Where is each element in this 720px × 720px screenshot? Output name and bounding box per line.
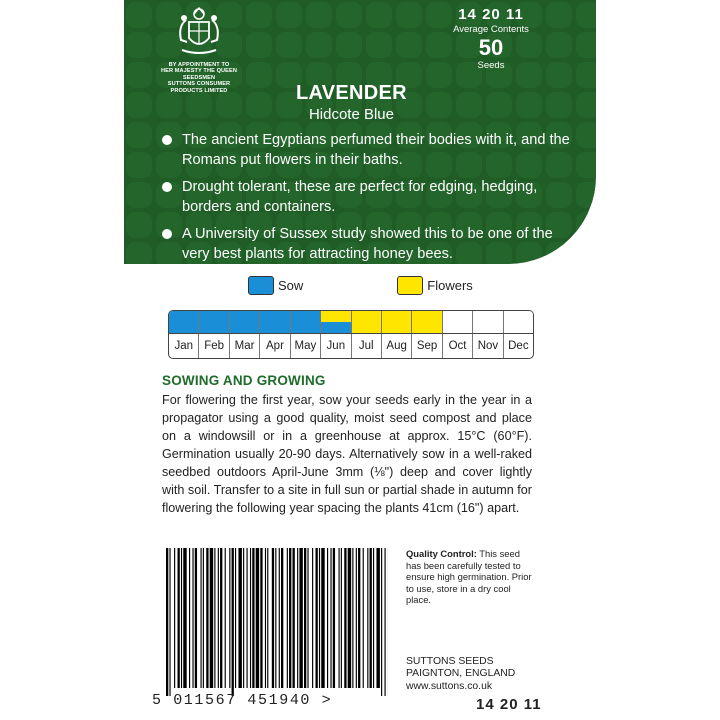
calendar-month-jun: Jun: [321, 334, 351, 358]
seed-count: 50: [478, 35, 504, 60]
barcode-bar: [214, 548, 215, 688]
legend-sow-label: Sow: [278, 278, 304, 293]
legend-flowers-label: Flowers: [427, 278, 473, 293]
barcode-bar: [352, 548, 353, 688]
barcode-bar: [376, 548, 379, 688]
calendar-cell-jul: [352, 311, 382, 333]
barcode-bar: [287, 548, 288, 688]
barcode-bar: [381, 548, 382, 696]
calendar-month-labels: [169, 334, 533, 358]
barcode-bar: [201, 548, 202, 688]
barcode-bar: [243, 548, 244, 688]
barcode-bar: [218, 548, 219, 688]
qc-text: This seed has been carefully tested to ensure high germination. Prior to use, store in a dry cool place.: [406, 548, 532, 605]
calendar-month-dec: Dec: [508, 340, 529, 352]
sowing-calendar: [168, 310, 534, 359]
barcode-bar: [235, 548, 236, 688]
barcode-bar: [178, 548, 180, 688]
calendar-cell-jan: [169, 311, 199, 333]
barcode-bar: [304, 548, 306, 688]
royal-text-line: BY APPOINTMENT TO: [168, 62, 230, 68]
average-contents-label: Average Contents: [453, 24, 529, 35]
barcode-bar: [385, 548, 386, 696]
feature-text: Drought tolerant, these are perfect for edging, hedging, borders and containers.: [182, 179, 538, 215]
barcode-bar: [281, 548, 283, 688]
barcode-bar: [181, 548, 182, 688]
barcode-bar: [229, 548, 230, 688]
calendar-cell-feb: [199, 311, 229, 333]
feature-list: [162, 130, 582, 264]
royal-text-line: HER MAJESTY THE QUEEN: [161, 68, 237, 75]
barcode-bar: [247, 548, 248, 688]
calendar-cell-aug: [382, 311, 412, 333]
barcode-bar: [260, 548, 262, 688]
barcode: [166, 548, 388, 696]
barcode-bar: [275, 548, 276, 688]
calendar-cell-may: [291, 311, 321, 333]
barcode-bar: [267, 548, 268, 688]
barcode-bar: [341, 548, 342, 688]
barcode-bar: [220, 548, 222, 688]
header-panel: [124, 0, 596, 264]
barcode-bar: [206, 548, 208, 688]
calendar-cell-jun: [321, 311, 351, 333]
feature-text: A University of Sussex study showed this to be one of the very best plants for attracting honey bees.: [182, 226, 553, 262]
royal-text-line: SEEDSMEN: [182, 74, 216, 81]
calendar-month-oct: Oct: [443, 334, 473, 358]
bullet-dot-icon: [162, 135, 172, 145]
barcode-bar: [297, 548, 298, 688]
product-code-bottom: 14 20 11: [476, 696, 542, 713]
barcode-bar: [312, 548, 313, 688]
barcode-bar: [344, 548, 346, 688]
product-title: [296, 82, 407, 123]
company-address: [406, 656, 515, 693]
company-name: SUTTONS SEEDS: [406, 656, 494, 667]
barcode-bar: [203, 548, 204, 688]
barcode-bar: [363, 548, 364, 688]
barcode-bar: [166, 548, 168, 696]
product-name: LAVENDER: [296, 82, 407, 104]
calendar-bars: [169, 311, 533, 334]
bullet-dot-icon: [162, 182, 172, 192]
barcode-bar: [307, 548, 308, 688]
calendar-month-nov: Nov: [473, 334, 503, 358]
barcode-bar: [210, 548, 213, 688]
calendar-legend: [248, 276, 567, 295]
calendar-month-feb: Feb: [199, 334, 229, 358]
barcode-bar: [319, 548, 320, 688]
barcode-bar: [238, 548, 241, 688]
calendar-month-jan: Jan: [169, 334, 199, 358]
feature-item: [162, 130, 582, 170]
barcode-bar: [330, 548, 331, 688]
barcode-bar: [373, 548, 374, 688]
barcode-bar: [252, 548, 254, 688]
royal-warrant: [154, 6, 244, 94]
bullet-dot-icon: [162, 229, 172, 239]
barcode-bar: [174, 548, 175, 688]
seed-packet-back: [124, 0, 596, 720]
product-variety: Hidcote Blue: [308, 106, 394, 123]
barcode-bar: [356, 548, 357, 688]
barcode-bar: [232, 548, 234, 696]
calendar-month-apr: Apr: [260, 334, 290, 358]
barcode-bar: [348, 548, 351, 688]
barcode-bar: [272, 548, 274, 688]
seeds-label: Seeds: [477, 60, 505, 71]
barcode-digits: 5 011567 451940 >: [152, 692, 333, 709]
feature-item: [162, 224, 582, 264]
quality-control-note: [406, 548, 532, 606]
barcode-bar: [256, 548, 259, 688]
contents-info: [436, 6, 546, 71]
calendar-cell-oct: [443, 311, 473, 333]
calendar-month-may: May: [291, 334, 321, 358]
barcode-bar: [339, 548, 340, 688]
calendar-cell-dec: [504, 311, 533, 333]
barcode-bar: [279, 548, 280, 688]
royal-text-line: PRODUCTS LIMITED: [170, 87, 228, 94]
barcode-bar: [321, 548, 324, 688]
barcode-bar: [183, 548, 186, 688]
barcode-bar: [299, 548, 302, 688]
barcode-bar: [250, 548, 251, 688]
calendar-month-jul: Jul: [352, 334, 382, 358]
calendar-cell-sep: [412, 311, 442, 333]
company-website: www.suttons.co.uk: [406, 680, 493, 692]
feature-item: [162, 177, 582, 217]
product-code: 14 20 11: [458, 6, 524, 23]
barcode-bar: [327, 548, 328, 688]
calendar-cell-nov: [473, 311, 503, 333]
royal-text-line: SUTTONS CONSUMER: [167, 81, 231, 88]
legend-sow: [248, 276, 303, 295]
barcode-bar: [169, 548, 170, 696]
legend-flowers: [397, 276, 473, 295]
calendar-month-mar: Mar: [230, 334, 260, 358]
barcode-bar: [293, 548, 295, 688]
instructions-text: For flowering the first year, sow your seeds early in the year in a propagator using a good quality, moist seed compost and place on a windowsill or in a greenhouse at approx. 15°C (60°F). Germination usually 20-90 days. Alternatively sow in a well-raked seedbed outdoors April-June 3mm (⅛") deep and cover lightly with soil. Transfer to a site in full sun or partial shade in autumn for flowering the following year spacing the plants 41cm (16") apart.: [162, 393, 532, 515]
feature-text: The ancient Egyptians perfumed their bodies with it, and the Romans put flowers in their baths.: [182, 132, 570, 168]
section-title: SOWING AND GROWING: [162, 373, 326, 388]
barcode-bar: [367, 548, 368, 688]
barcode-bar: [189, 548, 190, 688]
barcode-bar: [316, 548, 318, 688]
barcode-bar: [225, 548, 226, 688]
barcode-bar: [192, 548, 193, 688]
sow-swatch: [248, 276, 274, 295]
calendar-month-aug: Aug: [382, 334, 412, 358]
company-location: PAIGNTON, ENGLAND: [406, 668, 516, 680]
barcode-bar: [370, 548, 372, 688]
barcode-bar: [358, 548, 360, 688]
qc-heading: Quality Control:: [406, 548, 477, 559]
calendar-cell-mar: [230, 311, 260, 333]
royal-crest-icon: [172, 6, 226, 60]
calendar-month-sep: Sep: [412, 334, 442, 358]
barcode-bar: [289, 548, 291, 688]
barcode-bar: [333, 548, 335, 688]
calendar-cell-apr: [260, 311, 290, 333]
flowers-swatch: [397, 276, 423, 295]
barcode-bar: [195, 548, 197, 688]
barcode-bar: [265, 548, 266, 688]
